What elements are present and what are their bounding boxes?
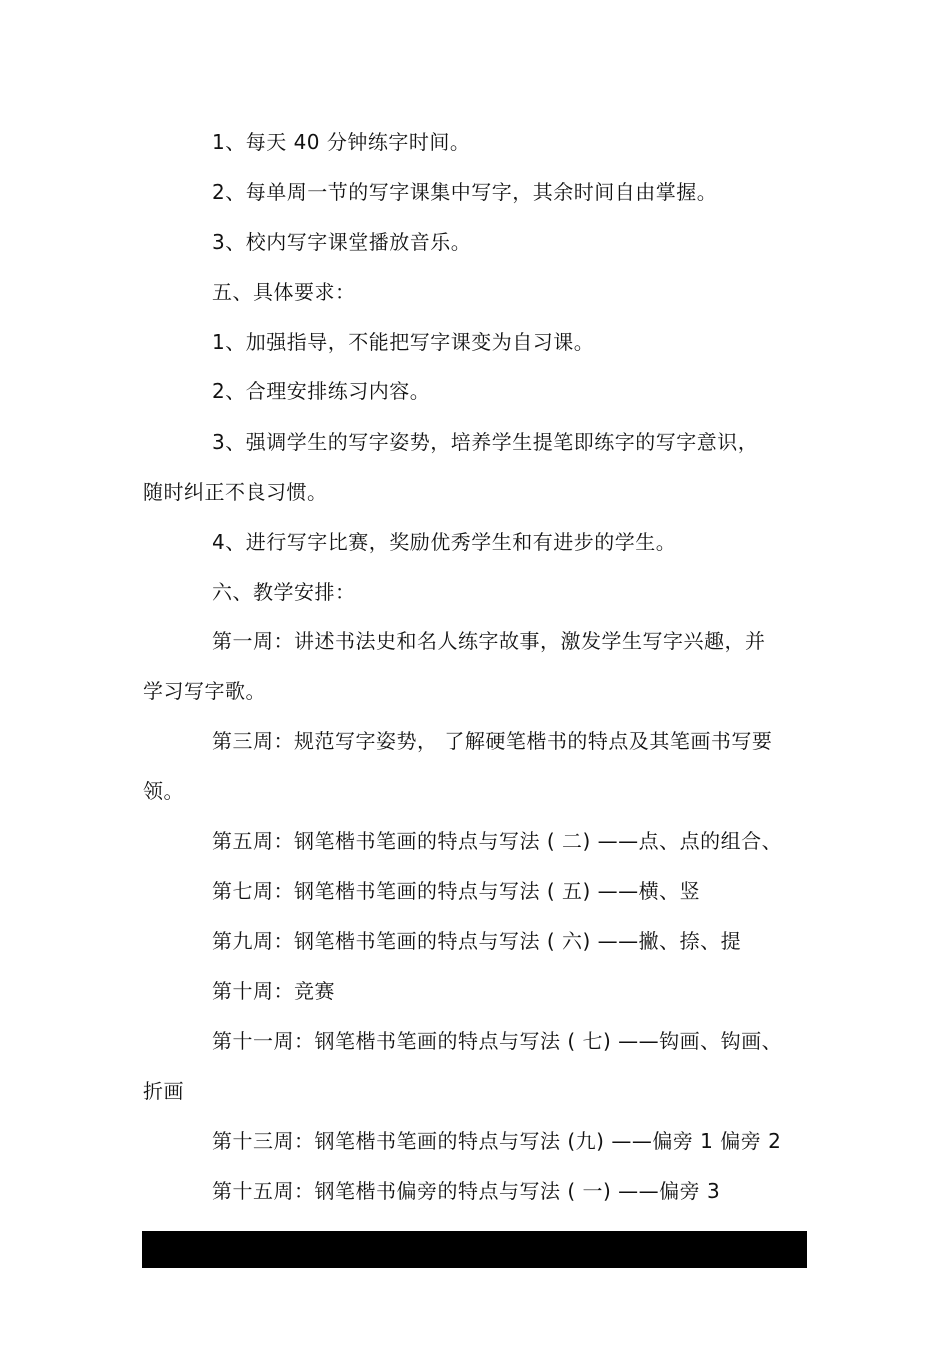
text-line: 第七周：钢笔楷书笔画的特点与写法 ( 五) ——横、竖 <box>212 879 701 903</box>
text-line: 1、加强指导，不能把写字课变为自习课。 <box>212 330 595 354</box>
text-line: 第十一周：钢笔楷书笔画的特点与写法 ( 七) ——钩画、钩画、 <box>212 1029 783 1053</box>
section-heading: 五、具体要求： <box>212 280 356 304</box>
text-line: 3、校内写字课堂播放音乐。 <box>212 230 472 254</box>
text-line: 4、进行写字比赛，奖励优秀学生和有进步的学生。 <box>212 530 677 554</box>
text-line: 第十五周：钢笔楷书偏旁的特点与写法 ( 一) ——偏旁 3 <box>212 1179 721 1203</box>
text-line: 第三周：规范写字姿势， 了解硬笔楷书的特点及其笔画书写要 <box>212 729 773 753</box>
text-line: 1、每天 40 分钟练字时间。 <box>212 130 471 154</box>
text-line: 领。 <box>143 779 184 803</box>
text-line: 学习写字歌。 <box>143 679 266 703</box>
text-line: 第一周：讲述书法史和名人练字故事，激发学生写字兴趣，并 <box>212 629 766 653</box>
text-line: 第十三周：钢笔楷书笔画的特点与写法 (九) ——偏旁 1 偏旁 2 <box>212 1129 782 1153</box>
redaction-bar <box>142 1231 807 1268</box>
text-line: 第九周：钢笔楷书笔画的特点与写法 ( 六) ——撇、捺、提 <box>212 929 742 953</box>
text-line: 第五周：钢笔楷书笔画的特点与写法 ( 二) ——点、点的组合、 <box>212 829 783 853</box>
text-line: 2、合理安排练习内容。 <box>212 379 431 403</box>
text-line: 第十周：竞赛 <box>212 979 335 1003</box>
section-heading: 六、教学安排： <box>212 580 356 604</box>
text-line: 折画 <box>143 1079 184 1103</box>
text-line: 随时纠正不良习惯。 <box>143 480 328 504</box>
text-line: 2、每单周一节的写字课集中写字，其余时间自由掌握。 <box>212 180 718 204</box>
text-line: 3、强调学生的写字姿势，培养学生提笔即练字的写字意识， <box>212 430 759 454</box>
